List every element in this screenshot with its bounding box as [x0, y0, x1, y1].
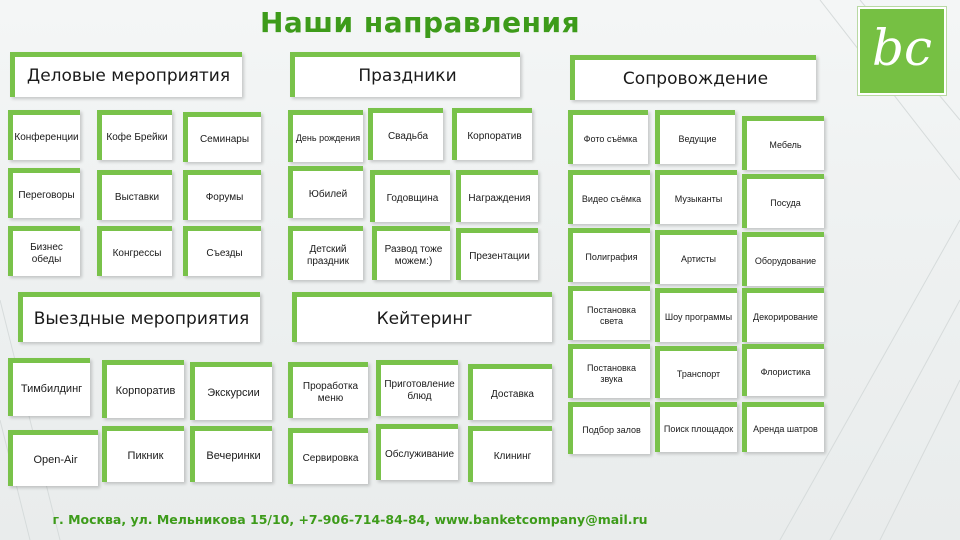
header-business: Деловые мероприятия [10, 52, 242, 97]
item-business: Конгрессы [97, 226, 172, 276]
item-holidays: Свадьба [368, 108, 443, 160]
item-support: Полиграфия [568, 228, 650, 282]
item-holidays: День рождения [288, 110, 363, 162]
item-business: Выставки [97, 170, 172, 220]
item-catering: Клининг [468, 426, 552, 482]
item-support: Декорирование [742, 288, 824, 342]
item-support: Постановка света [568, 286, 650, 340]
item-holidays: Развод тоже можем:) [372, 226, 450, 280]
header-offsite: Выездные мероприятия [18, 292, 260, 342]
item-business: Переговоры [8, 168, 80, 218]
item-support: Артисты [655, 230, 737, 284]
item-holidays: Презентации [456, 228, 538, 280]
page-title: Наши направления [259, 6, 581, 39]
item-business: Форумы [183, 170, 261, 220]
item-support: Посуда [742, 174, 824, 228]
item-support: Фото съёмка [568, 110, 648, 164]
item-catering: Проработка меню [288, 362, 368, 418]
item-holidays: Награждения [456, 170, 538, 222]
item-offsite: Open-Air [8, 430, 98, 486]
header-holidays: Праздники [290, 52, 520, 97]
item-catering: Обслуживание [376, 424, 458, 480]
item-holidays: Корпоратив [452, 108, 532, 160]
item-business: Конференции [8, 110, 80, 160]
item-support: Мебель [742, 116, 824, 170]
item-offsite: Экскурсии [190, 362, 272, 420]
item-holidays: Годовщина [370, 170, 450, 222]
item-offsite: Тимбилдинг [8, 358, 90, 416]
header-support: Сопровождение [570, 55, 816, 100]
item-holidays: Юбилей [288, 166, 363, 218]
item-support: Оборудование [742, 232, 824, 286]
item-support: Ведущие [655, 110, 735, 164]
item-catering: Доставка [468, 364, 552, 420]
item-catering: Приготовление блюд [376, 360, 458, 416]
item-business: Кофе Брейки [97, 110, 172, 160]
item-business: Бизнес обеды [8, 226, 80, 276]
header-catering: Кейтеринг [292, 292, 552, 342]
item-support: Музыканты [655, 170, 737, 224]
item-business: Съезды [183, 226, 261, 276]
item-offsite: Пикник [102, 426, 184, 482]
item-offsite: Вечеринки [190, 426, 272, 482]
item-support: Постановка звука [568, 344, 650, 398]
footer-contacts: г. Москва, ул. Мельникова 15/10, +7-906-714-84-84, www.banketcompany@mail.ru [52, 512, 648, 527]
item-offsite: Корпоратив [102, 360, 184, 418]
item-support: Аренда шатров [742, 402, 824, 452]
item-support: Подбор залов [568, 402, 650, 454]
item-holidays: Детский праздник [288, 226, 363, 280]
item-support: Шоу программы [655, 288, 737, 342]
company-logo: bc [858, 7, 946, 95]
item-support: Транспорт [655, 346, 737, 398]
item-support: Поиск площадок [655, 402, 737, 452]
item-support: Видео съёмка [568, 170, 650, 224]
item-business: Семинары [183, 112, 261, 162]
item-catering: Сервировка [288, 428, 368, 484]
item-support: Флористика [742, 344, 824, 396]
